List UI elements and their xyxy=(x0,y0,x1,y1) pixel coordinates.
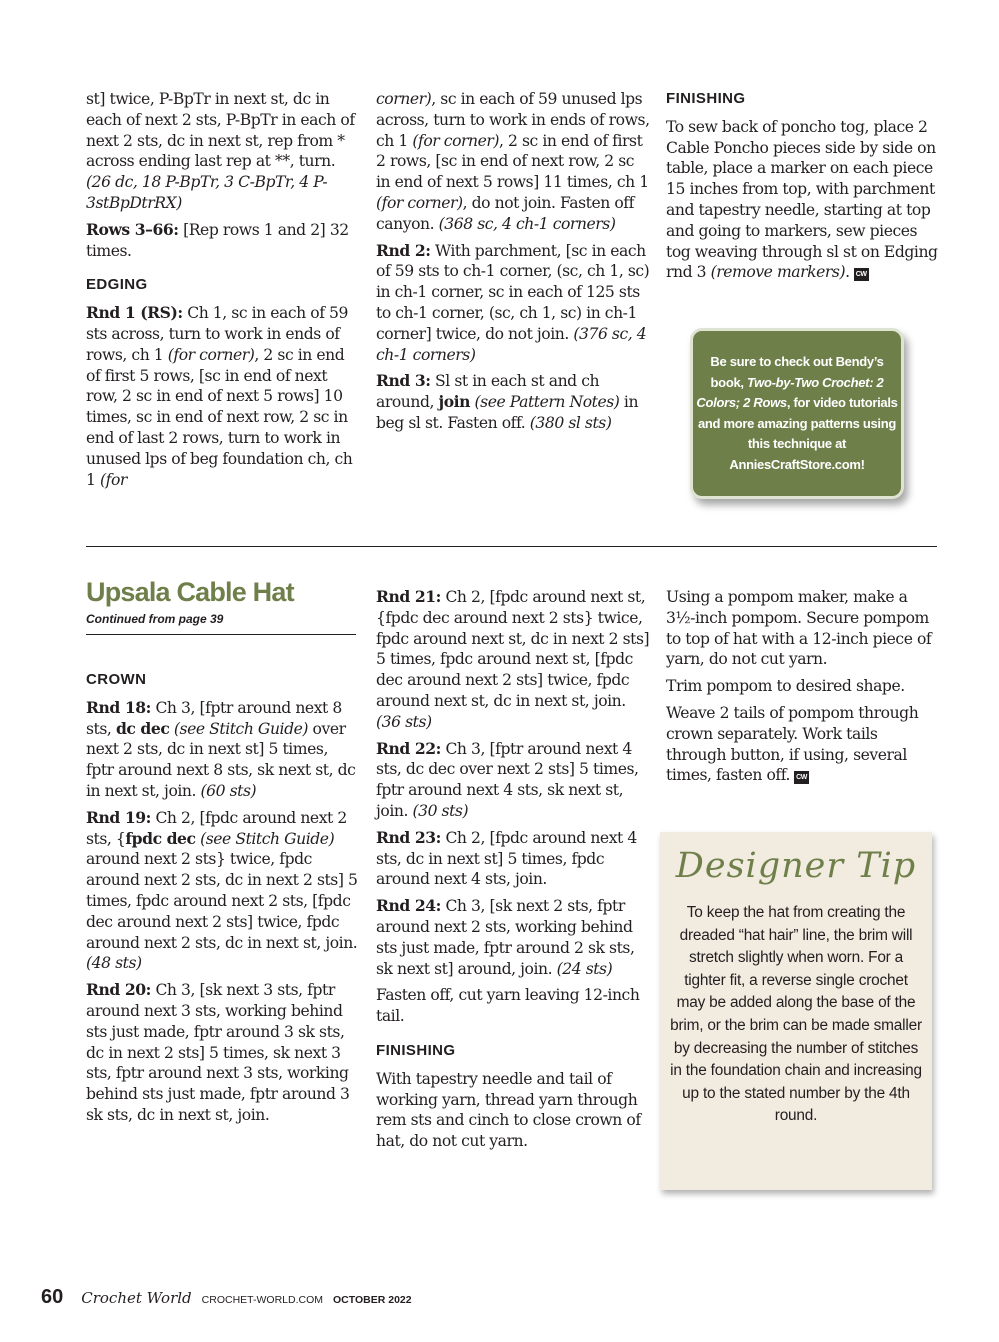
section-divider xyxy=(86,546,937,547)
hat-column-3 xyxy=(666,587,938,792)
paragraph: st] twice, P-BpTr in next st, dc in each of next 2 sts, P-BpTr in each of next 2 sts, dc in next st, rep from * across ending last rep at **, turn. (26 dc, 18 P-BpTr, 3 C-BpTr, 4 P-3stBpDtrRX) xyxy=(86,90,355,212)
paragraph: Rnd 24: Ch 3, [sk next 2 sts, fptr around next 2 sts, working behind sts just made, fptr around 2 sk sts, sk next st] around, join. (24 sts) xyxy=(376,896,635,978)
poncho-column-2 xyxy=(376,89,651,440)
website: CROCHET-WORLD.COM xyxy=(201,1294,324,1306)
magazine-name: Crochet World xyxy=(81,1289,192,1307)
section-heading-crown: CROWN xyxy=(86,671,147,688)
book-callout-box xyxy=(690,328,904,499)
hat-column-2 xyxy=(376,587,651,1158)
paragraph: Weave 2 tails of pompom through crown separately. Work tails through button, if using, several times, fasten off. CW xyxy=(666,703,919,785)
paragraph: Using a pompom maker, make a 3½-inch pompom. Secure pompom to top of hat with a 12-inch piece of yarn, do not cut yarn. xyxy=(666,588,932,669)
paragraph: Rnd 18: Ch 3, [fptr around next 8 sts, dc dec (see Stitch Guide) over next 2 sts, dc in next st] 5 times, fptr around next 8 sts, sk next st, dc in next st, join. (60 sts) xyxy=(86,697,356,800)
paragraph: To sew back of poncho tog, place 2 Cable Poncho pieces side by side on table, place a marker on each piece 15 inches from top, with parchment and tapestry needle, starting at top and going to markers, sew pieces tog weaving through sl st on Edging rnd 3 (remove markers). CW xyxy=(666,117,938,282)
paragraph: Trim pompom to desired shape. xyxy=(666,677,905,696)
paragraph: Rows 3–66: [Rep rows 1 and 2] 32 times. xyxy=(86,219,349,260)
paragraph: Rnd 20: Ch 3, [sk next 3 sts, fptr around next 3 sts, working behind sts just made, fptr around 3 sk sts, dc in next 2 sts] 5 times, sk next 3 sts, fptr around next 3 sts, working behind sts just made, fptr around 3 sk sts, dc in next st, join. xyxy=(86,980,350,1124)
page-number: 60 xyxy=(41,1286,64,1308)
designer-tip-text: To keep the hat from creating the dreaded “hat hair” line, the brim will stretch slightly when worn. For a tighter fit, a reverse single crochet may be added along the base of the brim, or the brim can be made smaller by decreasing the number of stitches in the foundation chain and increasing up to the stated number by the 4th round. xyxy=(670,904,922,1125)
page-footer xyxy=(41,1286,412,1309)
hat-column-1 xyxy=(86,670,358,1132)
poncho-column-1 xyxy=(86,89,358,496)
designer-tip-title: Designer Tip xyxy=(675,846,917,886)
cw-end-icon: CW xyxy=(794,771,809,784)
issue-date: OCTOBER 2022 xyxy=(333,1294,412,1306)
paragraph: Fasten off, cut yarn leaving 12-inch tail. xyxy=(376,986,640,1026)
paragraph: Rnd 3: Sl st in each st and ch around, join (see Pattern Notes) in beg sl st. Fasten off. (380 sl sts) xyxy=(376,371,639,432)
paragraph: With tapestry needle and tail of working yarn, thread yarn through rem sts and cinch to close crown of hat, do not cut yarn. xyxy=(376,1069,641,1151)
paragraph: Rnd 19: Ch 2, [fpdc around next 2 sts, {fpdc dec (see Stitch Guide) around next 2 sts} twice, fpdc around next 2 sts, dc in next 2 sts] 5 times, fpdc around next 2 sts, [fpdc dec around next 2 sts] twice, fpdc around next 2 sts, dc in next st, join. (48 sts) xyxy=(86,807,358,973)
section-heading-finishing: FINISHING xyxy=(666,90,746,107)
poncho-column-3 xyxy=(666,89,938,289)
paragraph: Rnd 1 (RS): Ch 1, sc in each of 59 sts across, turn to work in ends of rows, ch 1 (for corner), 2 sc in end of first 5 rows, [sc in end of next row, 2 sc in end of next 5 rows] 10 times, sc in end of next row, 2 sc in end of last 2 rows, turn to work in unused lps of beg foundation ch, ch 1 (for xyxy=(86,303,353,489)
paragraph: Rnd 23: Ch 2, [fpdc around next 4 sts, dc in next st] 5 times, fpdc around next 4 sts, join. xyxy=(376,827,637,889)
paragraph: corner), sc in each of 59 unused lps across, turn to work in ends of rows, ch 1 (for corner), 2 sc in end of first 2 rows, [sc in end of next row, 2 sc in end of next 5 rows] 11 times, ch 1 (for corner), do not join. Fasten off canyon. (368 sc, 4 ch-1 corners) xyxy=(376,90,650,233)
designer-tip-box xyxy=(660,832,932,1190)
pattern-title: Upsala Cable Hat xyxy=(86,577,294,607)
section-heading-edging: EDGING xyxy=(86,276,148,294)
paragraph: Rnd 22: Ch 3, [fptr around next 4 sts, dc dec over next 2 sts] 5 times, fptr around next 4 sts, sk next st, join. (30 sts) xyxy=(376,738,639,820)
section-heading-finishing: FINISHING xyxy=(376,1041,456,1059)
title-rule xyxy=(86,634,356,635)
paragraph: Rnd 2: With parchment, [sc in each of 59 sts to ch-1 corner, (sc, ch 1, sc) in ch-1 corner, sc in each of 125 sts to ch-1 corner, (sc, ch 1, sc) in ch-1 corner] twice, do not join. (376 sc, 4 ch-1 corners) xyxy=(376,240,650,364)
callout-text: Be sure to check out Bendy’s book, Two-by-Two Crochet: 2 Colors; 2 Rows, for video tutorials and more amazing patterns using this technique at AnniesCraftStore.com! xyxy=(696,354,898,472)
cw-end-icon: CW xyxy=(854,268,869,281)
continued-note: Continued from page 39 xyxy=(86,612,224,626)
paragraph: Rnd 21: Ch 2, [fpdc around next st, {fpdc dec around next 2 sts} twice, fpdc around next st, dc in next 2 sts] 5 times, fpdc around next st, [fpdc dec around next 2 sts] twice, fpdc around next st, dc in next st, join. (36 sts) xyxy=(376,587,650,731)
